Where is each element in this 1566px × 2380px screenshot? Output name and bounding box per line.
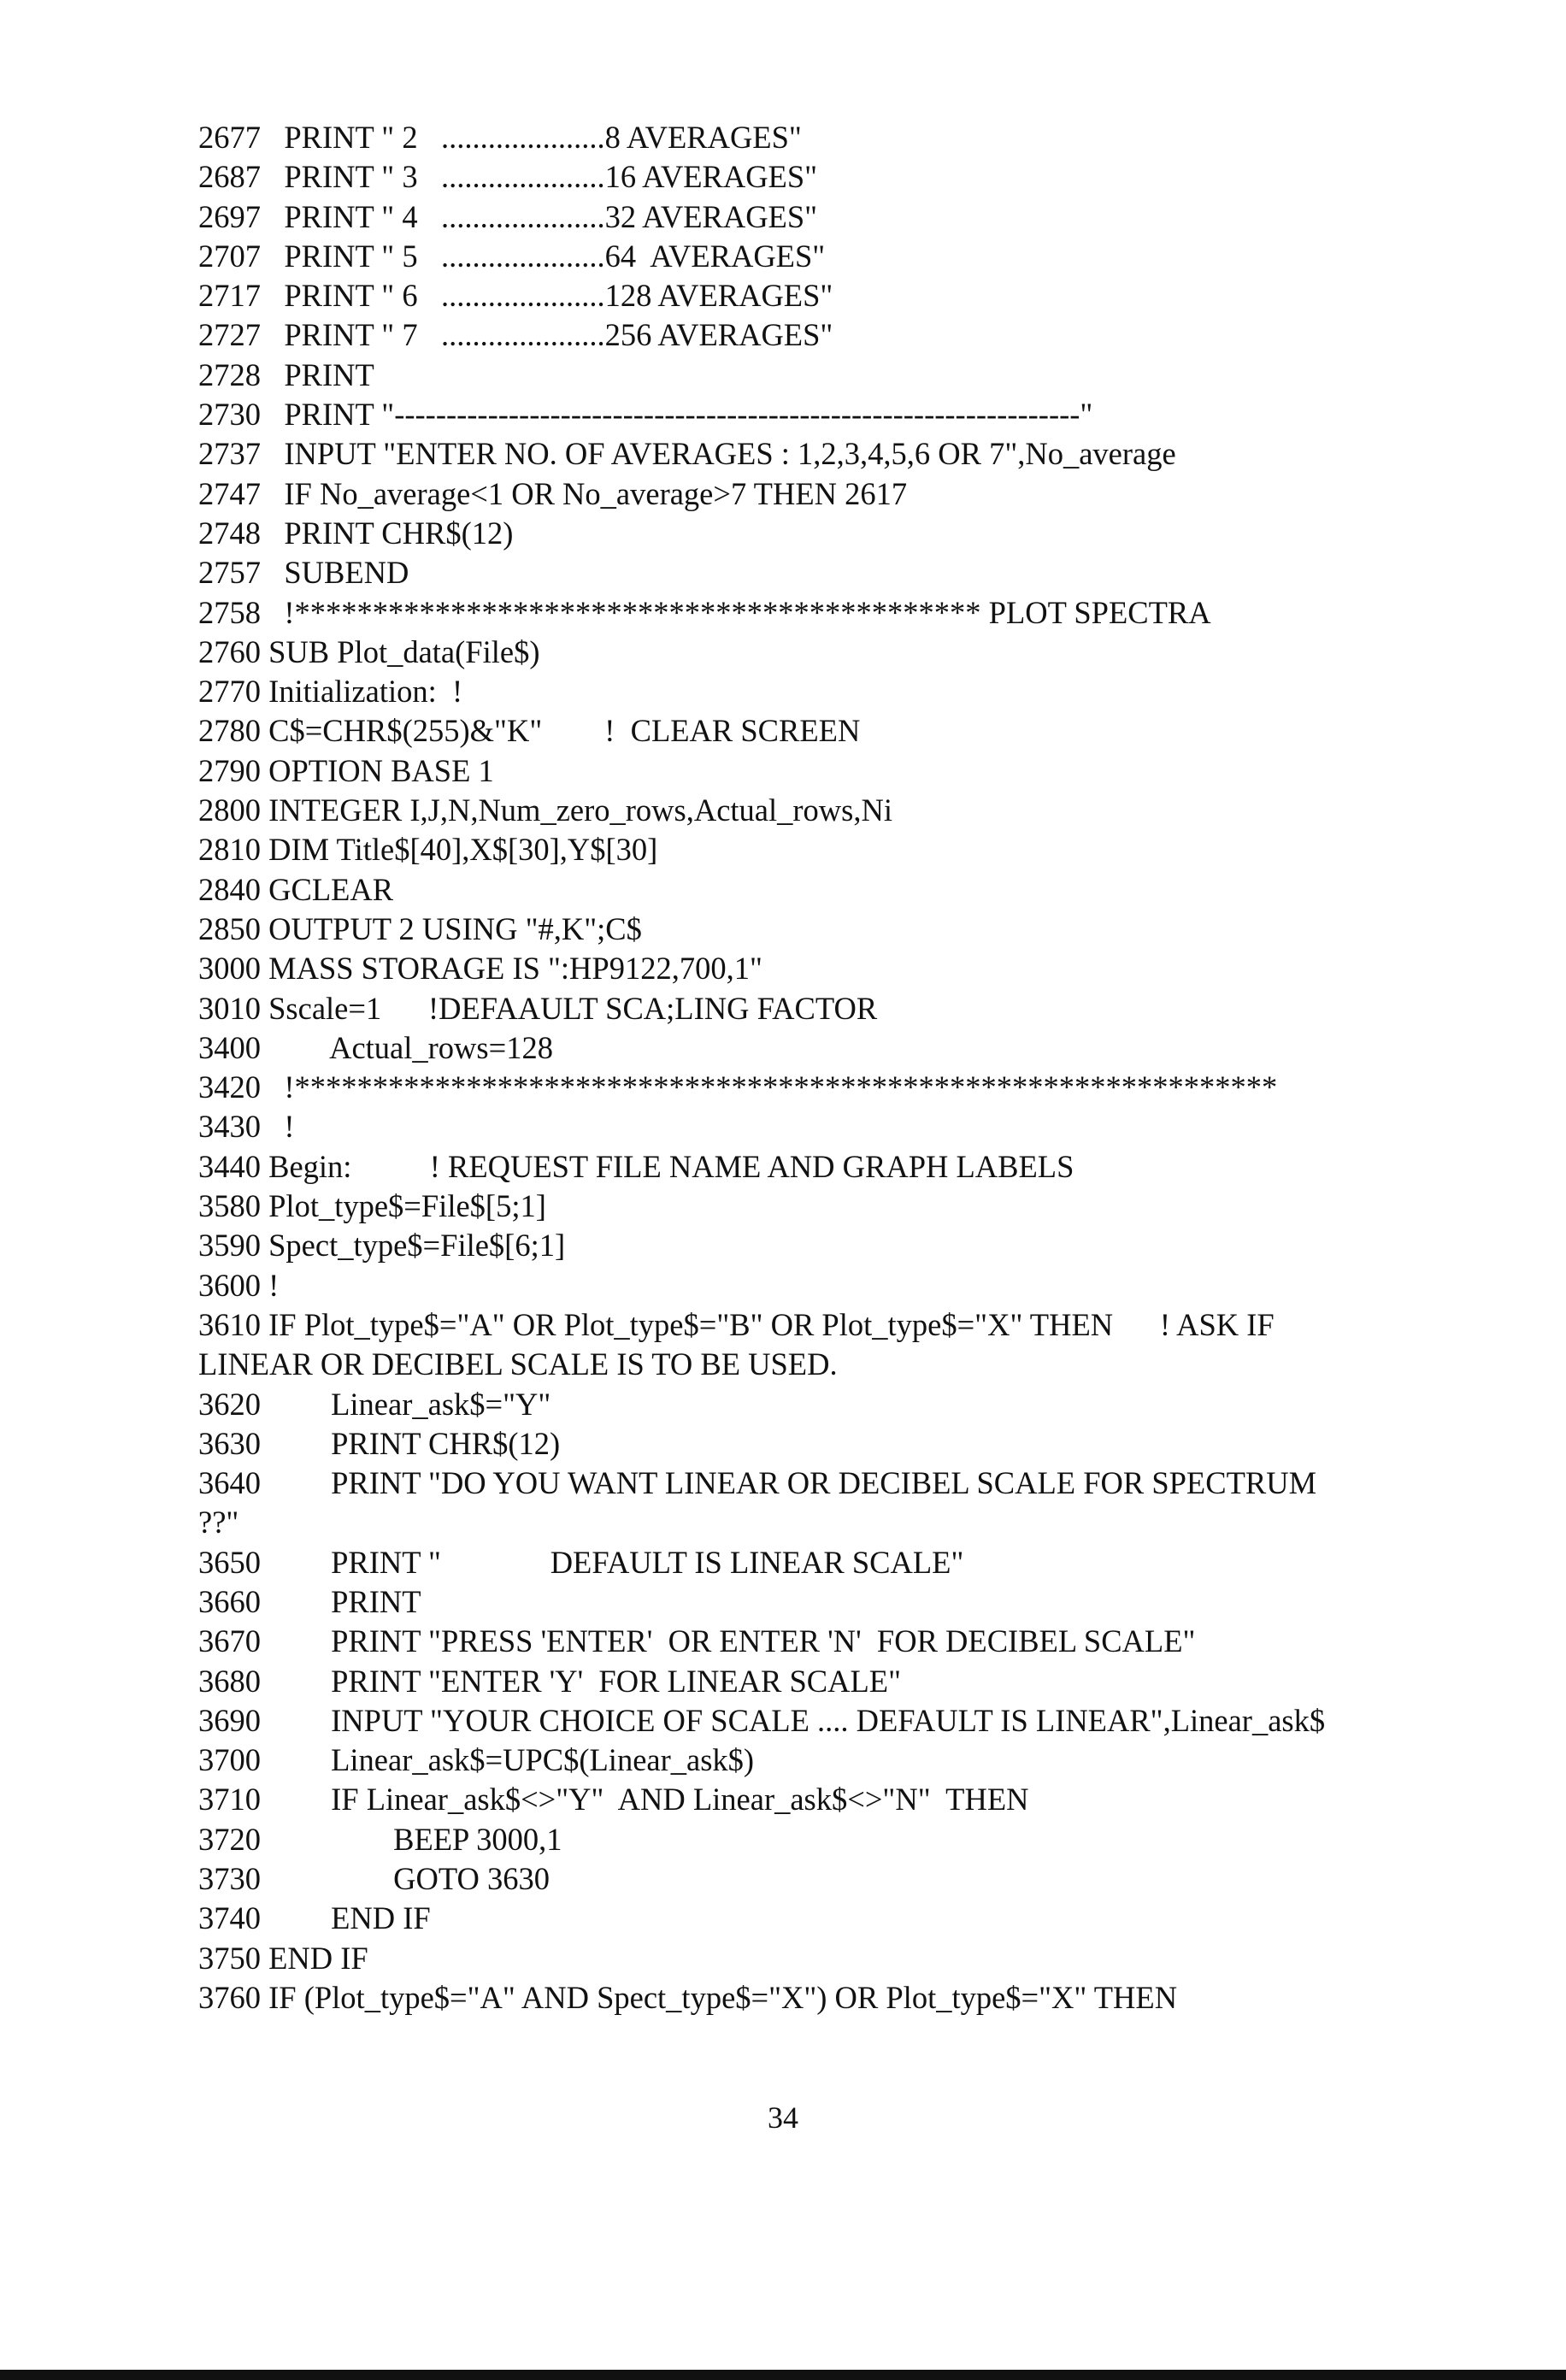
code-line: 2758 !******************************************** PLOT SPECTRA (198, 594, 1211, 630)
bottom-border (0, 2370, 1566, 2380)
code-line: 2760 SUB Plot_data(File$) (198, 633, 540, 669)
code-line: 3710 IF Linear_ask$<>"Y" AND Linear_ask$<>"N" THEN (198, 1782, 1029, 1817)
code-line: 3660 PRINT (198, 1583, 421, 1619)
code-line: 2800 INTEGER I,J,N,Num_zero_rows,Actual_rows,Ni (198, 792, 892, 828)
code-line: 3580 Plot_type$=File$[5;1] (198, 1188, 546, 1224)
code-line: 3590 Spect_type$=File$[6;1] (198, 1228, 566, 1264)
code-line: 2707 PRINT " 5 .....................64 AVERAGES" (198, 238, 826, 274)
code-line: 3400 Actual_rows=128 (198, 1029, 553, 1065)
code-line: 2730 PRINT "------------------------------------------------------------------" (198, 397, 1093, 433)
code-line: 3740 END IF (198, 1900, 431, 1936)
code-line: ??" (198, 1505, 239, 1541)
code-line: 2728 PRINT (198, 356, 374, 392)
code-line: LINEAR OR DECIBEL SCALE IS TO BE USED. (198, 1346, 838, 1382)
code-line: 3670 PRINT "PRESS 'ENTER' OR ENTER 'N' FOR DECIBEL SCALE" (198, 1623, 1196, 1659)
code-line: 3600 ! (198, 1267, 280, 1303)
code-line: 2790 OPTION BASE 1 (198, 752, 494, 788)
code-line: 2850 OUTPUT 2 USING "#,K";C$ (198, 910, 642, 946)
code-line: 2748 PRINT CHR$(12) (198, 515, 514, 551)
code-line: 3720 BEEP 3000,1 (198, 1821, 562, 1857)
code-line: 2770 Initialization: ! (198, 674, 463, 710)
code-line: 3440 Begin: ! REQUEST FILE NAME AND GRAPH LABELS (198, 1148, 1074, 1184)
code-line: 3620 Linear_ask$="Y" (198, 1386, 551, 1422)
code-line: 2727 PRINT " 7 .....................256 AVERAGES" (198, 317, 833, 353)
code-line: 2840 GCLEAR (198, 871, 394, 907)
code-line: 2717 PRINT " 6 .....................128 AVERAGES" (198, 278, 833, 314)
code-line: 2810 DIM Title$[40],X$[30],Y$[30] (198, 832, 658, 868)
code-line: 3640 PRINT "DO YOU WANT LINEAR OR DECIBEL SCALE FOR SPECTRUM (198, 1465, 1317, 1501)
code-line: 3750 END IF (198, 1940, 368, 1976)
code-line: 3010 Sscale=1 !DEFAAULT SCA;LING FACTOR (198, 990, 878, 1026)
code-line: 2747 IF No_average<1 OR No_average>7 THEN 2617 (198, 475, 908, 511)
code-line: 3680 PRINT "ENTER 'Y' FOR LINEAR SCALE" (198, 1663, 901, 1699)
code-line: 2687 PRINT " 3 .....................16 AVERAGES" (198, 159, 818, 195)
code-line: 3650 PRINT " DEFAULT IS LINEAR SCALE" (198, 1544, 964, 1580)
code-line: 3760 IF (Plot_type$="A" AND Spect_type$="X") OR Plot_type$="X" THEN (198, 1979, 1178, 2015)
code-line: 3630 PRINT CHR$(12) (198, 1425, 561, 1461)
code-line: 3700 Linear_ask$=UPC$(Linear_ask$) (198, 1742, 755, 1778)
code-line: 2737 INPUT "ENTER NO. OF AVERAGES : 1,2,3,4,5,6 OR 7",No_average (198, 436, 1176, 472)
code-line: 2757 SUBEND (198, 555, 409, 591)
code-line: 3690 INPUT "YOUR CHOICE OF SCALE .... DEFAULT IS LINEAR",Linear_ask$ (198, 1702, 1326, 1738)
code-line: 3610 IF Plot_type$="A" OR Plot_type$="B" OR Plot_type$="X" THEN ! ASK IF (198, 1306, 1275, 1342)
code-line: 2780 C$=CHR$(255)&"K" ! CLEAR SCREEN (198, 713, 861, 749)
code-line: 3000 MASS STORAGE IS ":HP9122,700,1" (198, 951, 762, 987)
code-line: 3730 GOTO 3630 (198, 1861, 550, 1897)
code-listing (198, 118, 1481, 2018)
code-line: 3420 !*************************************************************** (198, 1069, 1278, 1105)
code-line: 3430 ! (198, 1109, 295, 1145)
code-line: 2677 PRINT " 2 .....................8 AVERAGES" (198, 120, 802, 155)
page-number: 34 (768, 2100, 798, 2135)
code-line: 2697 PRINT " 4 .....................32 AVERAGES" (198, 198, 818, 234)
